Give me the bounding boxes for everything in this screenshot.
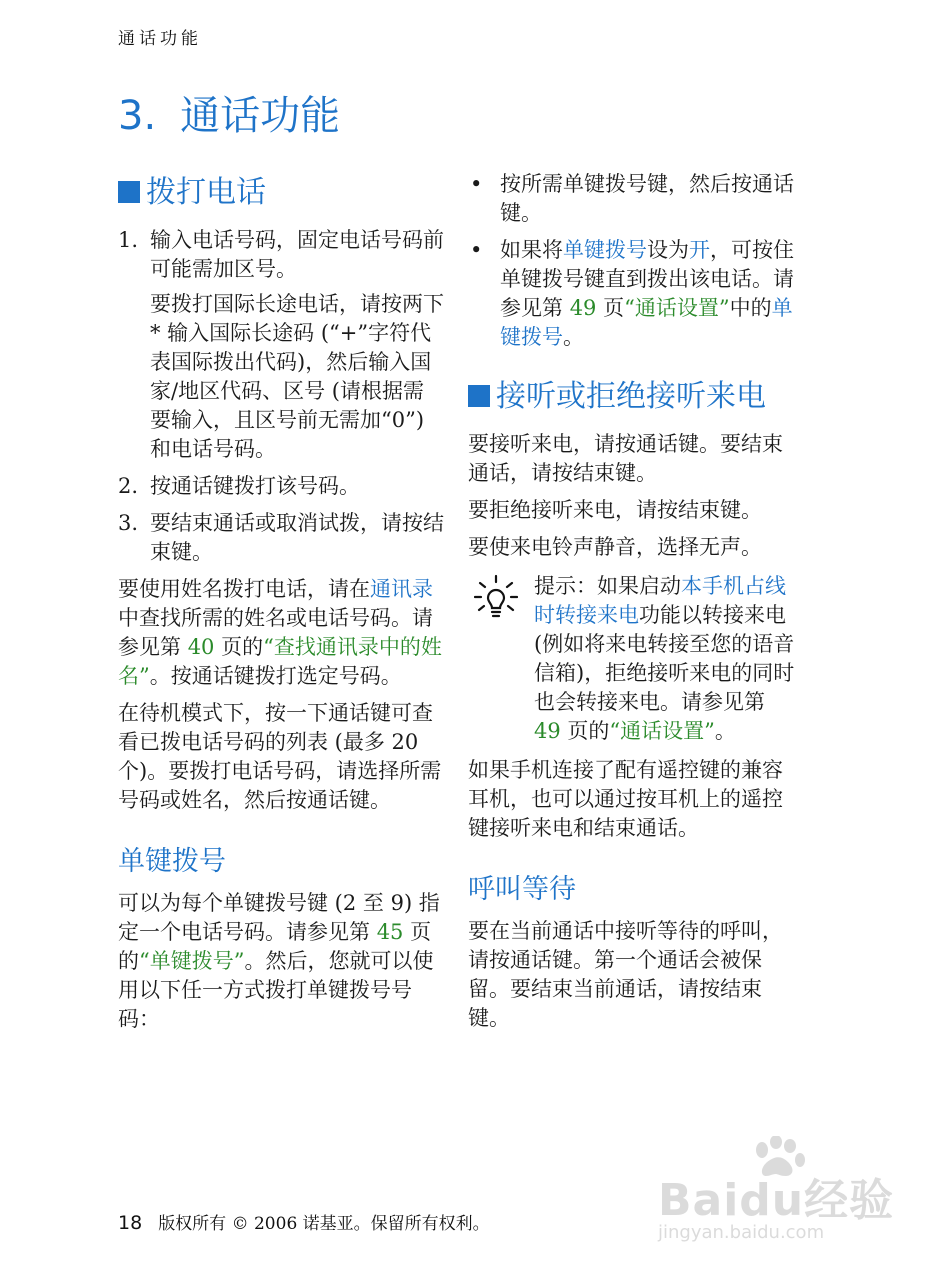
text-run: 要使用姓名拨打电话，请在 [118,577,370,601]
step-text: 要结束通话或取消试拨，请按结束键。 [150,511,444,564]
baidu-watermark [658,1136,908,1276]
bullet-item [468,236,798,352]
call-settings-link[interactable]: “通话设置” [609,719,715,743]
step-item [118,226,444,464]
text-run: 页的 [560,719,610,743]
text-run: 。然后，您就可以使用以下任一方式拨打单键拨号号码： [118,949,434,1031]
steps-list [118,226,444,567]
chapter-title [118,84,340,141]
right-column [468,170,798,1041]
page-reference[interactable]: 45 [376,920,404,944]
left-column [118,170,444,1042]
text-run: 如果将 [500,238,563,262]
step-item [118,472,444,501]
page-reference[interactable]: 49 [534,719,561,743]
running-header: 通话功能 [118,29,202,49]
section-heading-text: 拨打电话 [146,175,266,210]
text-run: ，可按住单键拨号键直到拨出该电话。请参见第 [500,238,794,320]
text-run: 设为 [647,238,689,262]
page-number: 18 [118,1212,143,1234]
silent-option: 无声 [699,535,741,559]
section-square-icon [118,181,140,203]
copyright-text: 版权所有 © 2006 诺基亚。保留所有权利。 [158,1214,490,1234]
text-run: 如果启动 [597,574,681,598]
text-run: 。 [563,325,584,349]
headset-paragraph: 如果手机连接了配有遥控键的兼容耳机，也可以通过按耳机上的遥控键接听来电和结束通话。 [468,758,783,840]
chapter-number: 3. [118,93,157,139]
call-settings-link[interactable]: “通话设置” [624,296,730,320]
watermark-url: jingyan.baidu.com [658,1222,825,1243]
dial-by-name-paragraph [118,575,444,691]
text-run: 页的 [118,920,432,973]
step-text: 按通话键拨打该号码。 [150,474,360,498]
section-square-icon [468,385,490,407]
text-run: 中查找所需的姓名或电话号码。请参见第 [118,606,433,659]
call-waiting-heading: 呼叫等待 [468,874,576,905]
reject-paragraph: 要拒绝接听来电，请按结束键。 [468,498,762,522]
mute-paragraph [468,533,798,562]
on-option-link[interactable]: 开 [689,238,710,262]
section-heading-make-call [118,170,444,216]
answer-paragraph: 要接听来电，请按通话键。要结束通话，请按结束键。 [468,432,783,485]
bullet-item: • 按所需单键拨号键，然后按通话键。 [468,170,798,228]
contacts-link[interactable]: 通讯录 [370,577,433,601]
tip-box [468,572,798,746]
speed-dial-paragraph [118,889,444,1034]
text-run: 要使来电铃声静音，选择 [468,535,699,559]
step-number: 1. [118,228,139,252]
call-waiting-paragraph: 要在当前通话中接听等待的呼叫，请按通话键。第一个通话会被保留。要结束当前通话，请按结束键。 [468,919,783,1030]
step-text: 输入电话号码，固定电话号码前可能需加区号。 [150,228,444,281]
text-run: 功能以转接来电 (例如将来电转接至您的语音信箱)，拒绝接听来电的同时也会转接来电。请参见第 [534,603,795,714]
find-name-link[interactable]: “查找通讯录中的姓名” [118,635,442,688]
text-run: 页 [596,296,625,320]
watermark-brand: Baidu经验 [658,1175,895,1226]
chapter-title-text: 通话功能 [180,93,341,139]
text-run: 。按通话键拨打选定号码。 [149,664,402,688]
speed-dial-link[interactable]: 单键拨号 [500,296,793,349]
speed-dial-heading: 单键拨号 [118,846,226,877]
text-run: 。 [741,535,762,559]
lightbulb-icon [474,574,518,620]
section-heading-answer-reject [468,374,798,420]
page-footer [118,1209,490,1234]
text-run: 页的 [214,635,264,659]
tip-label: 提示： [534,574,597,598]
text-run: 中的 [729,296,772,320]
speed-dial-methods-list [468,170,798,352]
page-reference[interactable]: 40 [187,635,215,659]
step-note: 要拨打国际长途电话，请按两下 * 输入国际长途码 (“+”字符代表国际拨出代码)，然后输入国家/地区代码、区号 (请根据需要输入，且区号前无需加“0”) 和电话号码。 [150,292,444,461]
standby-paragraph: 在待机模式下，按一下通话键可查看已拨电话号码的列表 (最多 20 个)。要拨打电话号码，请选择所需号码或姓名，然后按通话键。 [118,701,442,812]
step-number: 2. [118,474,139,498]
text-run: 可以为每个单键拨号键 (2 至 9) 指定一个电话号码。请参见第 [118,891,440,944]
speed-dial-link[interactable]: “单键拨号” [139,949,245,973]
call-forwarding-link[interactable]: 本手机占线时转接来电 [534,574,786,627]
section-heading-text: 接听或拒绝接听来电 [496,379,766,414]
text-run: 。 [714,719,736,743]
page-reference[interactable]: 49 [569,296,597,320]
step-item [118,509,444,567]
step-number: 3. [118,511,139,535]
speed-dial-link[interactable]: 单键拨号 [563,238,647,262]
